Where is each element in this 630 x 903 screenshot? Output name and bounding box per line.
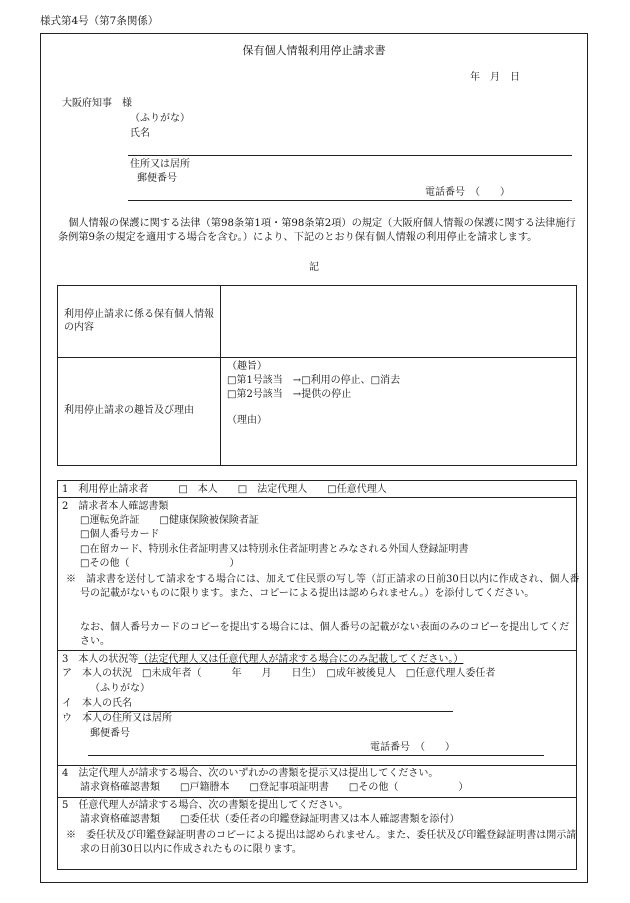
name-underline: [128, 155, 572, 156]
voluntary-agent-heading: 5 任意代理人が請求する場合、次の書類を提出してください。: [62, 800, 349, 811]
divider-2: [57, 650, 577, 651]
id-docs-note2: なお、個人番号カードのコピーを提出する場合には、個人番号の記載がない表面のみのコピーを提出してください。: [80, 622, 570, 647]
riyu-label: （理由）: [227, 415, 267, 426]
voluntary-agent-note: ※ 委任状及び印鑑登録証明書のコピーによる提出は認められません。また、委任状及び印鑑登録証明書は開示請求の日前30日以内に作成されたものに限ります。: [66, 830, 577, 855]
option-clause2[interactable]: □第2号該当 →提供の停止: [227, 389, 352, 400]
address-underline: [128, 200, 572, 201]
principal-address-label: ウ 本人の住所又は居所: [62, 713, 172, 724]
divider-1: [57, 497, 577, 498]
principal-name-underline: [88, 711, 453, 712]
legal-agent-docs[interactable]: 請求資格確認書類 □戸籍謄本 □登記事項証明書 □その他（ ）: [80, 782, 469, 793]
info-content-label: 利用停止請求に係る保有個人情報の内容: [58, 286, 221, 358]
request-details-table: [57, 285, 577, 466]
principal-address-underline: [88, 755, 544, 756]
purpose-reason-field[interactable]: [221, 358, 577, 466]
principal-status-heading: [62, 654, 463, 667]
form-number-label: 様式第4号（第7条関係）: [40, 15, 159, 27]
ki-heading: 記: [309, 262, 319, 273]
id-docs-note1: ※ 請求書を送付して請求をする場合には、加えて住民票の写し等（訂正請求の日前30日以内に作成され、個人番号の記載がないものに限ります。また、コピーによる提出は認められません。）を添付してください。: [66, 574, 580, 599]
principal-phone-label: 電話番号 （ ）: [370, 742, 455, 753]
applicant-address-label: 住所又は居所: [130, 159, 190, 170]
applicant-phone-label: 電話番号 （ ）: [425, 187, 510, 198]
applicant-furigana-label: （ふりがな）: [130, 113, 190, 124]
id-docs-line1[interactable]: □運転免許証 □健康保険被保険者証: [80, 515, 259, 526]
id-docs-line4[interactable]: □その他（ ）: [80, 558, 240, 569]
principal-furigana-label: （ふりがな）: [90, 683, 150, 694]
divider-4: [57, 797, 577, 798]
principal-status-heading-prefix: 3 本人の状況等: [62, 654, 139, 665]
applicant-name-label: 氏名: [130, 128, 150, 139]
request-body-text: 個人情報の保護に関する法律（第98条第1項・第98条第2項）の規定（大阪府個人情報の保護に関する法律施行条例第9条の規定を適用する場合を含む。）により、下記のとおり保有個人情報の利用停止を請求します。: [58, 218, 576, 243]
principal-status-options[interactable]: ア 本人の状況 □未成年者（ 年 月 日生） □成年被後見人 □任意代理人委任者: [62, 668, 496, 679]
purpose-reason-label: 利用停止請求の趣旨及び理由: [58, 358, 221, 466]
divider-3: [57, 765, 577, 766]
form-title: 保有個人情報利用停止請求書: [242, 44, 386, 57]
id-docs-line2[interactable]: □個人番号カード: [80, 529, 160, 540]
principal-status-heading-note: （法定代理人又は任意代理人が請求する場合にのみ記載してください。）: [138, 654, 464, 665]
applicant-postal-label: 郵便番号: [137, 173, 177, 184]
addressee: 大阪府知事 様: [62, 98, 132, 109]
legal-agent-heading: 4 法定代理人が請求する場合、次のいずれかの書類を提示又は提出してください。: [62, 768, 439, 779]
option-clause1[interactable]: □第1号該当 →□利用の停止、□消去: [227, 375, 401, 386]
principal-postal-label: 郵便番号: [90, 728, 130, 739]
date-line: 年 月 日: [470, 72, 520, 83]
id-docs-line3[interactable]: □在留カード、特別永住者証明書又は特別永住者証明書とみなされる外国人登録証明書: [80, 544, 469, 555]
requester-type-row[interactable]: 1 利用停止請求者 □ 本人 □ 法定代理人 □任意代理人: [62, 484, 387, 495]
id-docs-heading: 2 請求者本人確認書類: [62, 501, 169, 512]
shushi-label: （趣旨）: [227, 361, 267, 372]
principal-name-label: イ 本人の氏名: [62, 698, 132, 709]
voluntary-agent-docs[interactable]: 請求資格確認書類 □委任状（委任者の印鑑登録証明書又は本人確認書類を添付）: [80, 814, 460, 825]
info-content-field[interactable]: [221, 286, 577, 358]
